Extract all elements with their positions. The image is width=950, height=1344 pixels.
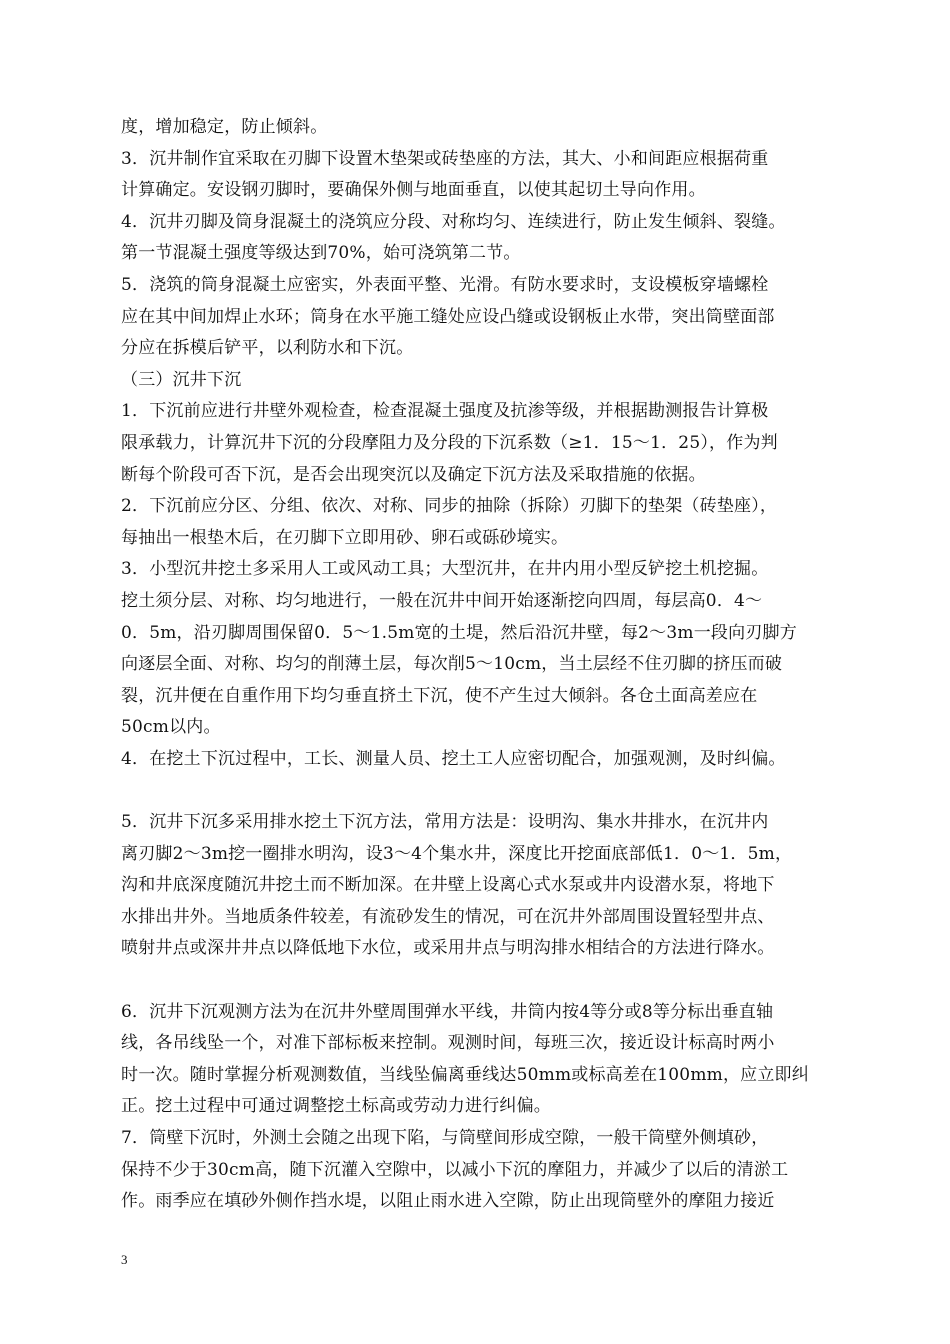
text-line: 50cm以内。	[121, 717, 221, 738]
text-line: 线，各吊线坠一个，对准下部标板来控制。观测时间，每班三次，接近设计标高时两小	[121, 1033, 775, 1054]
text-line: 水排出井外。当地质条件较差，有流砂发生的情况，可在沉井外部周围设置轻型井点、	[121, 906, 775, 927]
blank-line	[121, 965, 861, 997]
text-line: 5．沉井下沉多采用排水挖土下沉方法，常用方法是：设明沟、集水井排水，在沉井内	[121, 812, 769, 833]
blank-line	[121, 775, 861, 807]
text-line: 正。挖土过程中可通过调整挖土标高或劳动力进行纠偏。	[121, 1096, 551, 1117]
text-line: 时一次。随时掌握分析观测数值，当线坠偏离垂线达50mm或标高差在100mm，应立即纠	[121, 1064, 809, 1085]
text-line: （三）沉井下沉	[121, 369, 242, 390]
text-line: 度，增加稳定，防止倾斜。	[121, 117, 328, 137]
text-line: 每抽出一根垫木后，在刃脚下立即用砂、卵石或砾砂境实。	[121, 527, 569, 548]
text-line: 5．浇筑的筒身混凝土应密实，外表面平整、光滑。有防水要求时，支设模板穿墙螺栓	[121, 274, 769, 295]
text-line: 4．沉井刃脚及筒身混凝土的浇筑应分段、对称均匀、连续进行，防止发生倾斜、裂缝。	[121, 211, 786, 232]
text-line: 计算确定。安设钢刃脚时，要确保外侧与地面垂直，以使其起切土导向作用。	[121, 180, 706, 201]
text-line: 3．沉井制作宜采取在刃脚下设置木垫架或砖垫座的方法，其大、小和间距应根据荷重	[121, 148, 769, 169]
text-line: 离刃脚2～3m挖一圈排水明沟，设3～4个集水井，深度比开挖面底部低1．0～1．5m，	[121, 843, 793, 864]
text-line: 作。雨季应在填砂外侧作挡水堤，以阻止雨水进入空隙，防止出现筒壁外的摩阻力接近	[121, 1191, 775, 1212]
text-line: 4．在挖土下沉过程中，工长、测量人员、挖土工人应密切配合，加强观测，及时纠偏。	[121, 748, 786, 769]
text-line: 7．筒壁下沉时，外测土会随之出现下陷，与筒壁间形成空隙，一般干筒壁外侧填砂，	[121, 1128, 769, 1148]
text-line: 限承载力，计算沉井下沉的分段摩阻力及分段的下沉系数（≥1．15～1．25），作为判	[121, 432, 778, 453]
text-line: 应在其中间加焊止水环；筒身在水平施工缝处应设凸缝或设钢板止水带，突出筒壁面部	[121, 306, 775, 327]
text-line: 裂，沉井便在自重作用下均匀垂直挤土下沉，使不产生过大倾斜。各仓土面高差应在	[121, 685, 758, 706]
body-text	[121, 112, 861, 1218]
text-line: 喷射井点或深井井点以降低地下水位，或采用井点与明沟排水相结合的方法进行降水。	[121, 938, 775, 959]
text-line: 沟和井底深度随沉井挖土而不断加深。在井壁上设离心式水泵或井内设潜水泵，将地下	[121, 875, 775, 896]
text-line: 3．小型沉井挖土多采用人工或风动工具；大型沉井，在井内用小型反铲挖土机挖掘。	[121, 559, 769, 580]
text-line: 0．5m，沿刃脚周围保留0．5～1.5m宽的土堤，然后沿沉井壁，每2～3m一段向刃脚方	[121, 622, 797, 643]
text-line: 断每个阶段可否下沉，是否会出现突沉以及确定下沉方法及采取措施的依据。	[121, 464, 706, 485]
text-line: 1．下沉前应进行井壁外观检查，检查混凝土强度及抗渗等级，并根据勘测报告计算极	[121, 401, 769, 422]
page-number: 3	[121, 1252, 128, 1267]
text-line: 第一节混凝土强度等级达到70%，始可浇筑第二节。	[121, 243, 521, 264]
text-line: 挖土须分层、对称、均匀地进行，一般在沉井中间开始逐渐挖向四周，每层高0．4～	[121, 590, 763, 611]
text-line: 6．沉井下沉观测方法为在沉井外壁周围弹水平线，井筒内按4等分或8等分标出垂直轴	[121, 1001, 774, 1022]
text-line: 向逐层全面、对称、均匀的削薄土层，每次削5～10cm，当土层经不住刃脚的挤压而破	[121, 654, 783, 675]
text-line: 保持不少于30cm高，随下沉灌入空隙中，以减小下沉的摩阻力，并减少了以后的清淤工	[121, 1159, 789, 1180]
text-line: 分应在拆模后铲平，以利防水和下沉。	[121, 338, 414, 359]
text-line: 2．下沉前应分区、分组、依次、对称、同步的抽除（拆除）刃脚下的垫架（砖垫座），	[121, 496, 778, 517]
